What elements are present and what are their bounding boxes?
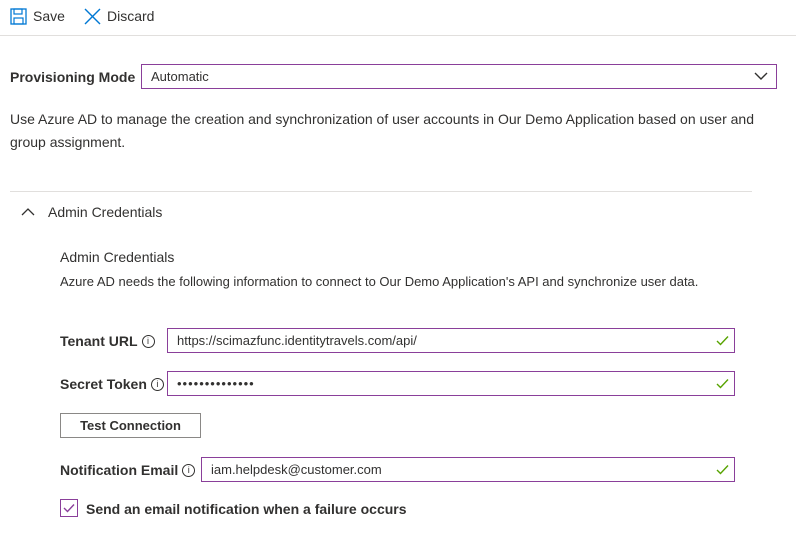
toolbar-divider: [0, 35, 796, 36]
tenant-url-label-row: [60, 333, 155, 349]
checkmark-icon: [716, 335, 729, 346]
checkmark-icon: [716, 378, 729, 389]
save-icon: [10, 8, 27, 25]
tenant-url-label: Tenant URL: [60, 333, 138, 349]
secret-token-value: ••••••••••••••: [177, 376, 255, 391]
secret-token-input[interactable]: [167, 371, 735, 396]
section-title: Admin Credentials: [48, 204, 163, 220]
tenant-url-input[interactable]: [167, 328, 735, 353]
save-button[interactable]: [10, 5, 65, 27]
provisioning-mode-label: Provisioning Mode: [10, 69, 136, 85]
save-label: Save: [33, 8, 65, 24]
provisioning-description: Use Azure AD to manage the creation and synchronization of user accounts in Our Demo Application based on user and group assignment.: [10, 111, 754, 150]
info-icon[interactable]: i: [151, 378, 164, 391]
discard-label: Discard: [107, 8, 155, 24]
info-icon[interactable]: i: [182, 464, 195, 477]
notification-email-value: iam.helpdesk@customer.com: [211, 462, 382, 477]
discard-button[interactable]: [84, 5, 154, 27]
checkmark-icon: [716, 464, 729, 475]
notification-email-input[interactable]: [201, 457, 735, 482]
send-email-checkbox[interactable]: [60, 499, 78, 517]
chevron-down-icon: [754, 70, 768, 82]
section-divider: [10, 191, 752, 192]
admin-credentials-subtitle: Admin Credentials: [60, 249, 175, 265]
admin-credentials-description: Azure AD needs the following information to connect to Our Demo Application's API and synchronize user data.: [60, 274, 699, 289]
secret-token-label-row: [60, 376, 164, 392]
admin-credentials-section-toggle[interactable]: [21, 200, 162, 224]
notification-email-label: Notification Email: [60, 462, 179, 478]
tenant-url-value: https://scimazfunc.identitytravels.com/api/: [177, 333, 417, 348]
provisioning-mode-value: Automatic: [151, 69, 209, 84]
notification-email-label-row: [60, 462, 195, 478]
checkbox-check-icon: [63, 503, 75, 513]
provisioning-mode-select[interactable]: [141, 64, 777, 89]
close-icon: [84, 8, 101, 25]
send-email-label[interactable]: Send an email notification when a failure occurs: [86, 501, 407, 517]
info-icon[interactable]: i: [142, 335, 155, 348]
chevron-up-icon: [21, 207, 35, 217]
test-connection-button[interactable]: Test Connection: [60, 413, 201, 438]
secret-token-label: Secret Token: [60, 376, 147, 392]
